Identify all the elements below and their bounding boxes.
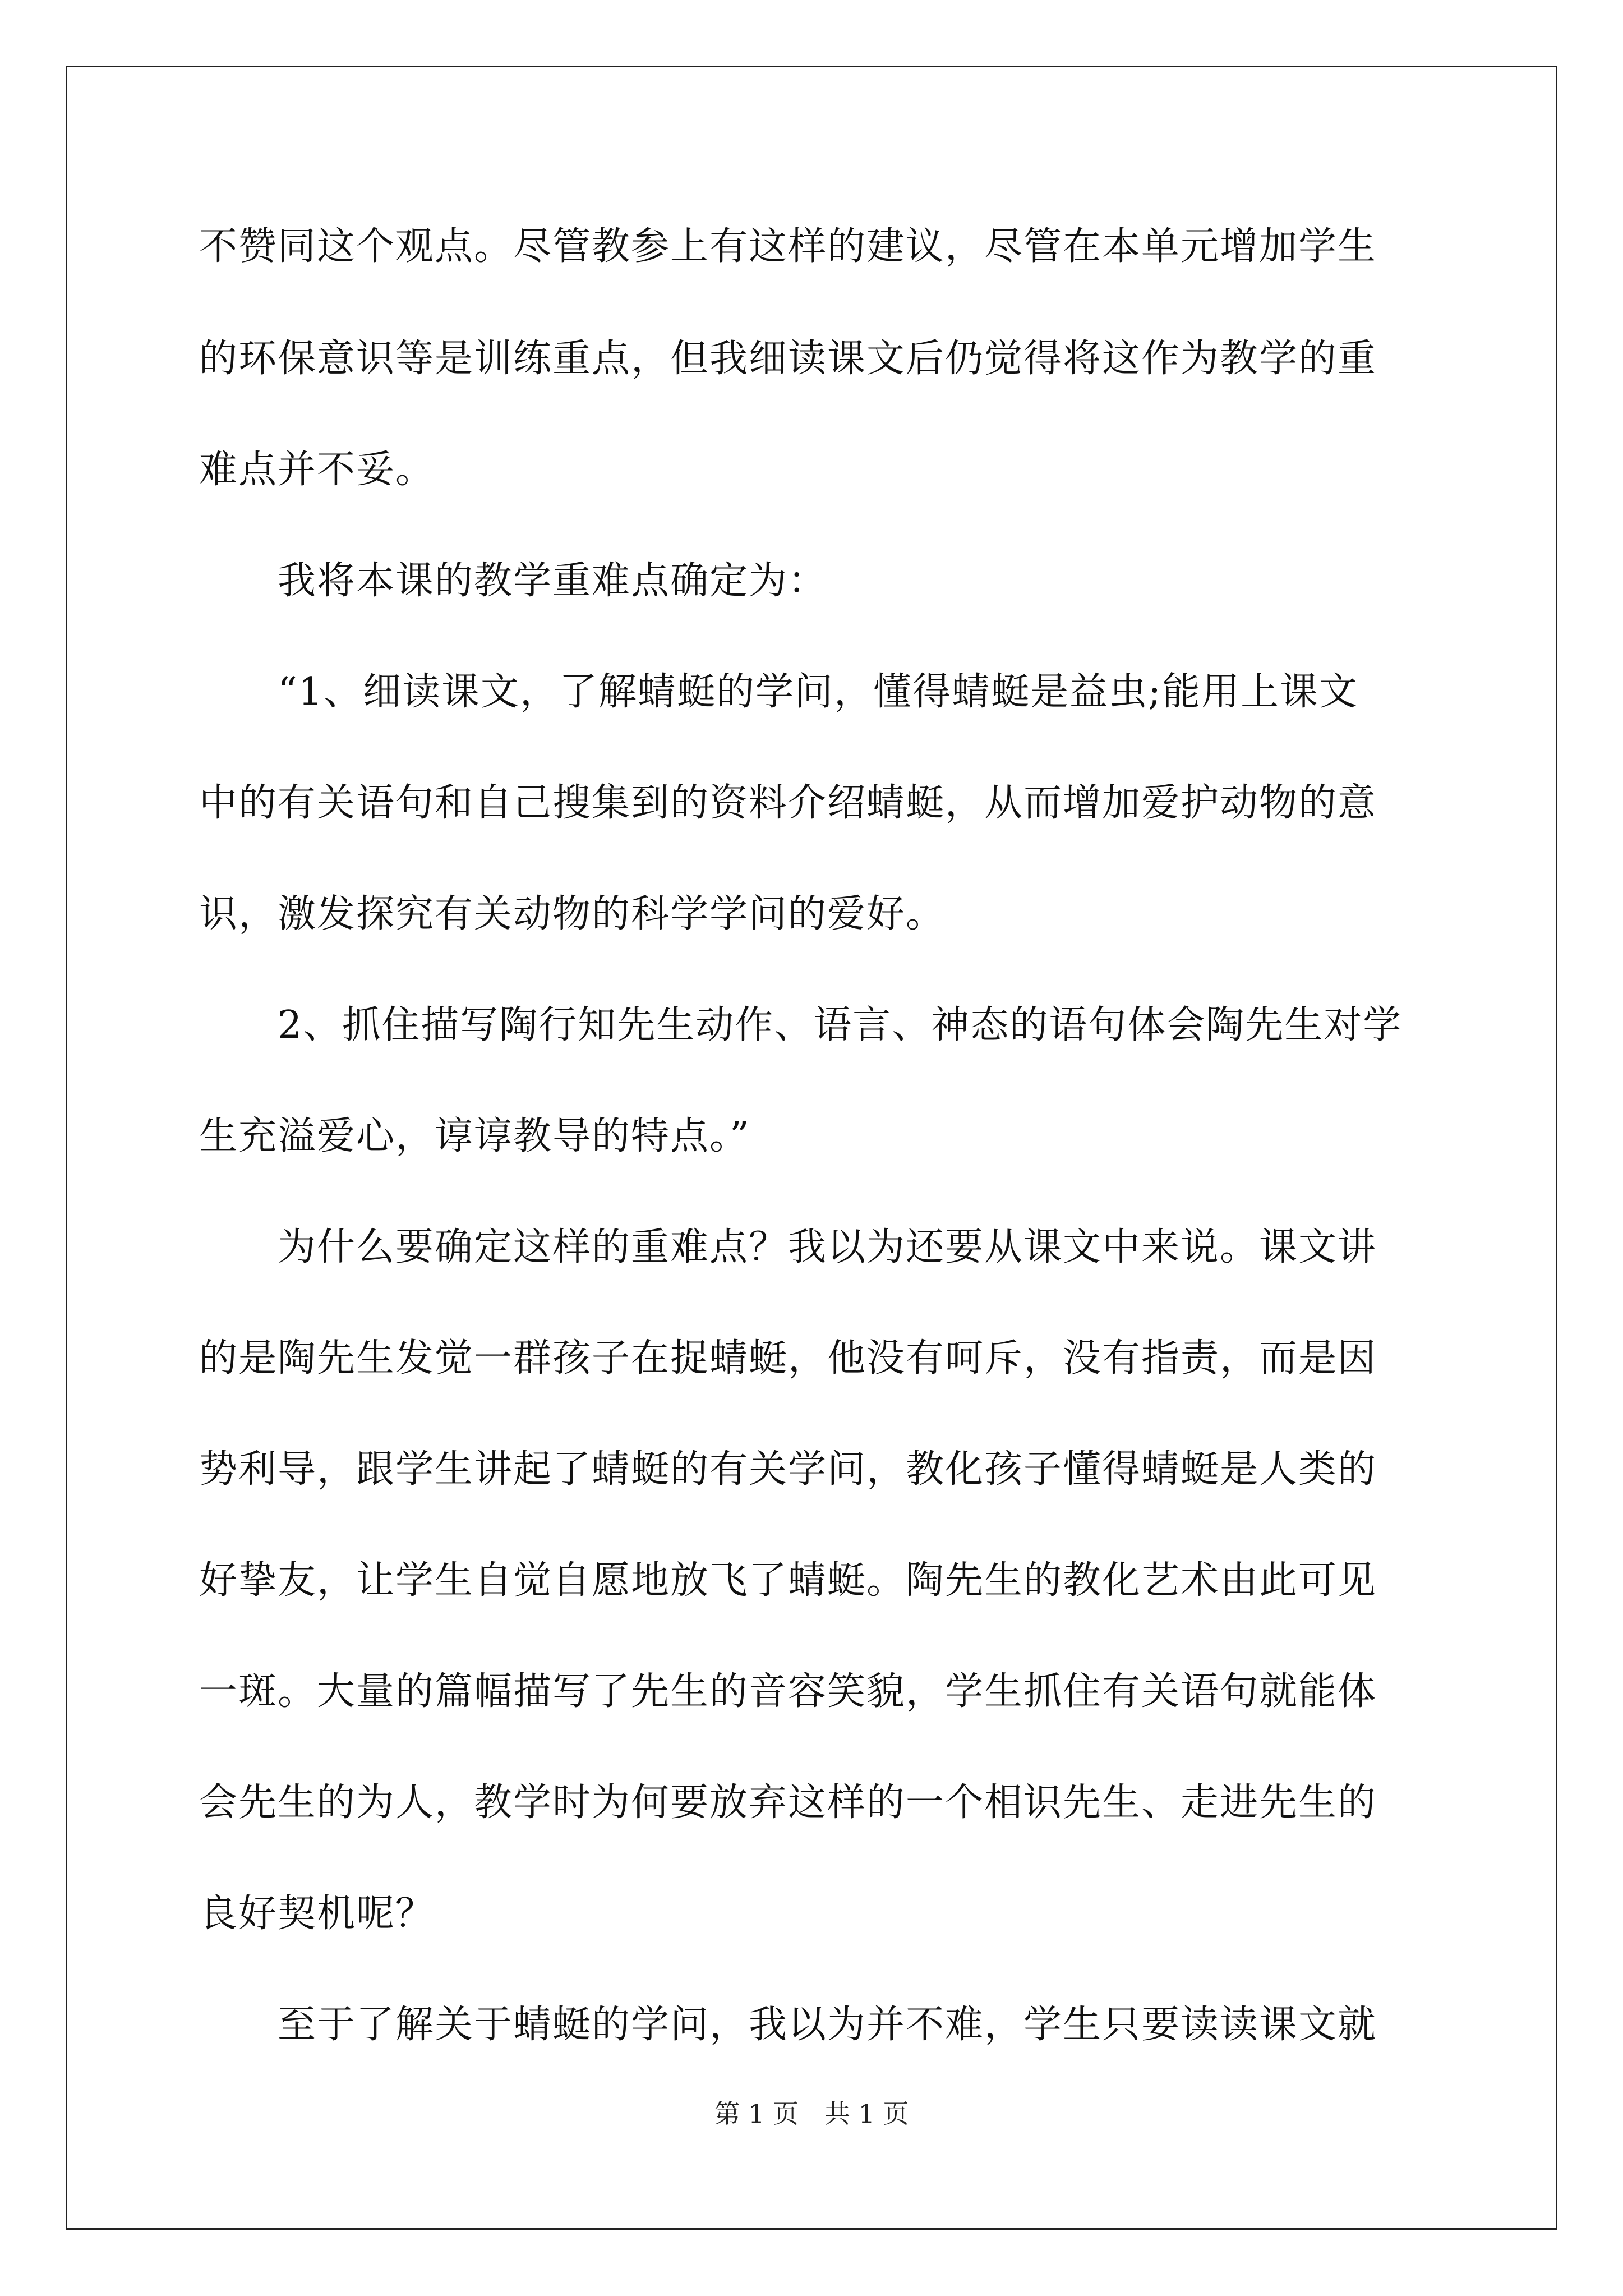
text-line: 一斑。大量的篇幅描写了先生的音容笑貌，学生抓住有关语句就能体 [199,1669,1377,1714]
text-line: 的是陶先生发觉一群孩子在捉蜻蜓，他没有呵斥，没有指责，而是因 [199,1336,1377,1381]
text-line: 识，激发探究有关动物的科学学问的爱好。 [199,892,946,936]
text-line: 中的有关语句和自己搜集到的资料介绍蜻蜓，从而增加爱护动物的意 [199,781,1377,825]
text-line: 生充溢爱心，谆谆教导的特点。” [199,1114,750,1158]
text-line: 至于了解关于蜻蜓的学问，我以为并不难，学生只要读读课文就 [199,2003,1377,2047]
text-line: 为什么要确定这样的重难点？我以为还要从课文中来说。课文讲 [199,1225,1377,1269]
text-line: 难点并不妥。 [199,448,435,492]
text-line: 我将本课的教学重难点确定为： [199,559,828,603]
text-line: 的环保意识等是训练重点，但我细读课文后仍觉得将这作为教学的重 [199,337,1377,381]
text-line: “1、细读课文，了解蜻蜓的学问，懂得蜻蜓是益虫;能用上课文 [199,670,1358,714]
text-line: 不赞同这个观点。尽管教参上有这样的建议，尽管在本单元增加学生 [199,224,1377,269]
page-footer: 第 1 页 共 1 页 [714,2099,909,2129]
text-line: 会先生的为人，教学时为何要放弃这样的一个相识先生、走进先生的 [199,1780,1377,1825]
text-line: 好挚友，让学生自觉自愿地放飞了蜻蜓。陶先生的教化艺术由此可见 [199,1558,1377,1603]
text-line: 2、抓住描写陶行知先生动作、语言、神态的语句体会陶先生对学 [199,1003,1403,1047]
text-line: 势利导，跟学生讲起了蜻蜓的有关学问，教化孩子懂得蜻蜓是人类的 [199,1447,1377,1492]
text-line: 良好契机呢？ [199,1892,435,1936]
